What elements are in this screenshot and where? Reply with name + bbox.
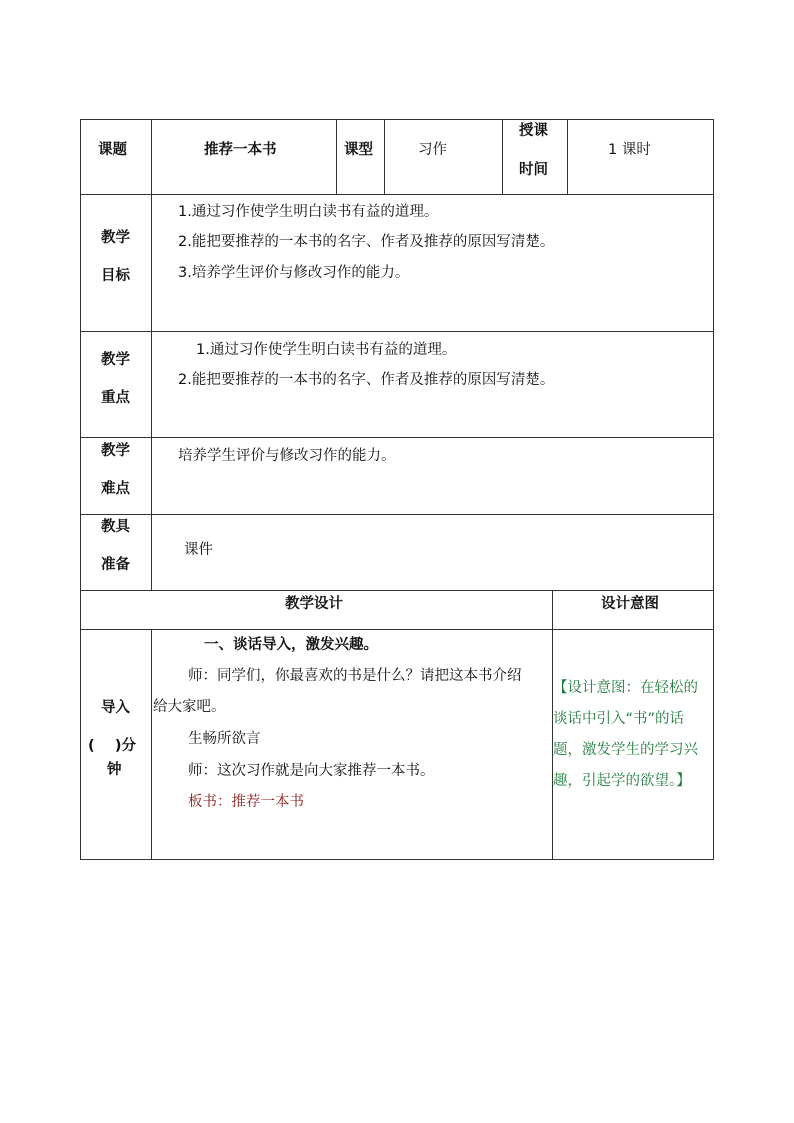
- teaching-design-header: 教学设计: [285, 596, 343, 612]
- blackboard-note: 板书：推荐一本书: [188, 794, 304, 810]
- row-divider: [80, 590, 714, 591]
- column-divider: [151, 119, 152, 591]
- difficulties-label-line2: 难点: [101, 481, 130, 497]
- key-point-item: 1.通过习作使学生明白读书有益的道理。: [196, 342, 457, 358]
- row-divider: [80, 331, 714, 332]
- intro-student-line: 生畅所欲言: [188, 731, 261, 747]
- row-divider: [80, 514, 714, 515]
- table-border-top: [80, 119, 714, 120]
- column-divider: [336, 119, 337, 195]
- topic-value: 推荐一本书: [204, 142, 277, 158]
- lesson-time-label-line1: 授课: [519, 123, 548, 139]
- design-intent-line: 题，激发学生的学习兴: [553, 742, 698, 758]
- row-divider: [80, 629, 714, 630]
- column-divider: [151, 629, 152, 860]
- goal-item: 1.通过习作使学生明白读书有益的道理。: [178, 204, 439, 220]
- table-border-bottom: [80, 859, 714, 860]
- row-divider: [80, 437, 714, 438]
- table-border-right: [713, 119, 714, 860]
- goals-label-line1: 教学: [101, 230, 130, 246]
- row-divider: [80, 194, 714, 195]
- intro-teacher-line: 师：同学们，你最喜欢的书是什么？请把这本书介绍: [188, 668, 522, 684]
- lesson-time-label-line2: 时间: [519, 162, 548, 178]
- column-divider: [502, 119, 503, 195]
- goal-item: 3.培养学生评价与修改习作的能力。: [178, 265, 410, 281]
- intro-teacher-line-2: 师：这次习作就是向大家推荐一本书。: [188, 763, 435, 779]
- goal-item: 2.能把要推荐的一本书的名字、作者及推荐的原因写清楚。: [178, 234, 555, 250]
- design-intent-line: 【设计意图：在轻松的: [553, 680, 698, 696]
- table-border-left: [80, 119, 81, 860]
- design-intent-line: 谈话中引入“书”的话: [553, 711, 685, 727]
- difficulties-text: 培养学生评价与修改习作的能力。: [178, 448, 396, 464]
- column-divider: [384, 119, 385, 195]
- tools-label-line1: 教具: [101, 519, 130, 535]
- tools-label-line2: 准备: [101, 557, 130, 573]
- lesson-time-value: 1 课时: [608, 142, 651, 158]
- design-intent-header: 设计意图: [601, 596, 659, 612]
- key-points-label-line1: 教学: [101, 352, 130, 368]
- intro-teacher-line-cont: 给大家吧。: [153, 699, 226, 715]
- lesson-type-label: 课型: [344, 142, 373, 158]
- design-intent-line: 趣，引起学的欲望。】: [553, 773, 691, 789]
- key-point-item: 2.能把要推荐的一本书的名字、作者及推荐的原因写清楚。: [178, 372, 555, 388]
- goals-label-line2: 目标: [101, 268, 130, 284]
- intro-minutes-label: ( )分: [88, 738, 136, 754]
- intro-label: 导入: [101, 700, 130, 716]
- topic-label: 课题: [98, 142, 127, 158]
- column-divider: [567, 119, 568, 195]
- difficulties-label-line1: 教学: [101, 443, 130, 459]
- tools-text: 课件: [184, 542, 213, 558]
- lesson-type-value: 习作: [418, 142, 447, 158]
- intro-heading: 一、谈话导入，激发兴趣。: [204, 637, 378, 653]
- key-points-label-line2: 重点: [101, 390, 130, 406]
- intro-minutes-unit: 钟: [107, 762, 122, 778]
